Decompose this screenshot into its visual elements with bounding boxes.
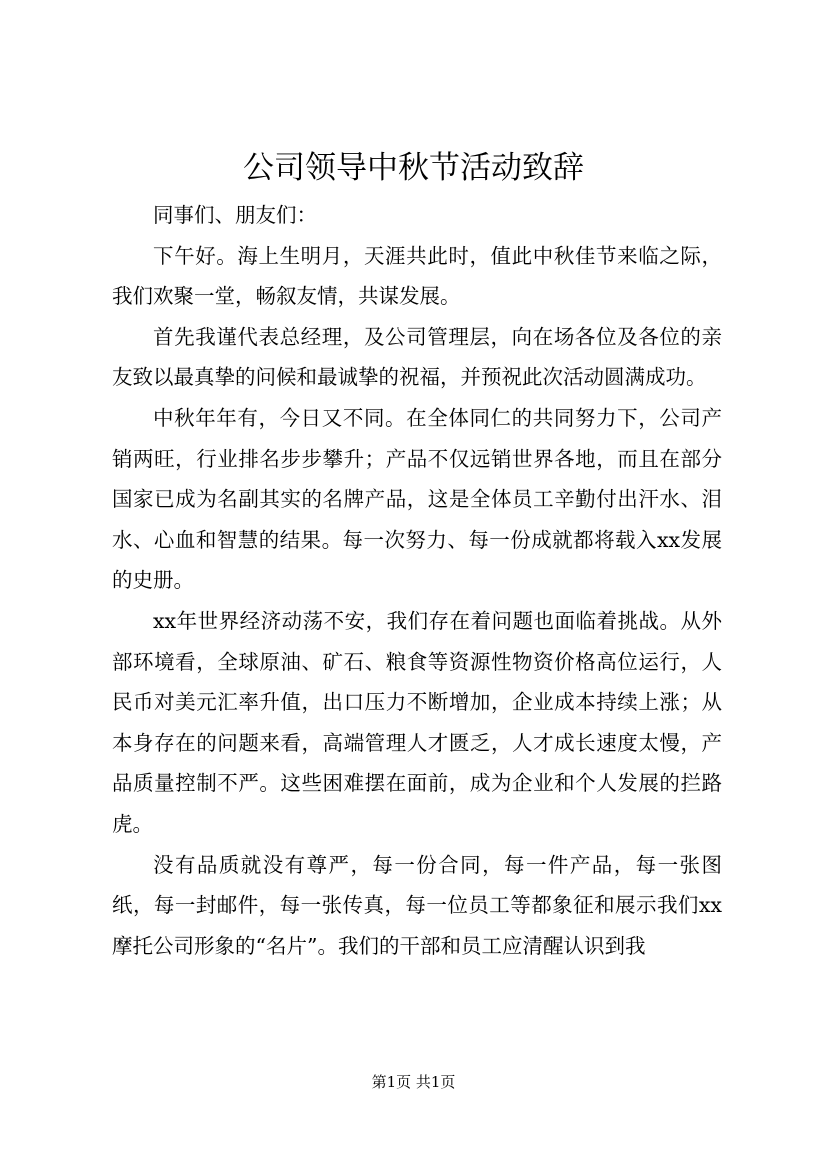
challenges-paragraph: xx年世界经济动荡不安，我们存在着问题也面临着挑战。从外部环境看，全球原油、矿石、粮食等资源性物资价格高位运行，人民币对美元汇率升值，出口压力不断增加，企业成本持续上涨；从本身存在的问题来看，高端管理人才匮乏，人才成长速度太慢，产品质量控制不严。这些困难摆在面前，成为企业和个人发展的拦路虎。 — [112, 608, 722, 836]
page-footer: 第1页 共1页 — [371, 1073, 456, 1091]
document-title: 公司领导中秋节活动致辞 — [243, 150, 584, 186]
regards-paragraph: 首先我谨代表总经理，及公司管理层，向在场各位及各位的亲友致以最真挚的问候和最诚挚的祝福，并预祝此次活动圆满成功。 — [112, 324, 722, 390]
greeting-paragraph: 下午好。海上生明月，天涯共此时，值此中秋佳节来临之际，我们欢聚一堂，畅叙友情，共谋发展。 — [112, 243, 722, 309]
document-body — [112, 195, 722, 966]
quality-paragraph: 没有品质就没有尊严，每一份合同，每一件产品，每一张图纸，每一封邮件，每一张传真，每一位员工等都象征和展示我们xx摩托公司形象的“名片”。我们的干部和员工应清醒认识到我 — [112, 852, 722, 958]
salutation-paragraph: 同事们、朋友们： — [153, 203, 317, 227]
achievements-paragraph: 中秋年年有，今日又不同。在全体同仁的共同努力下，公司产销两旺，行业排名步步攀升；产品不仅远销世界各地，而且在部分国家已成为名副其实的名牌产品，这是全体员工辛勤付出汗水、泪水、心血和智慧的结果。每一次努力、每一份成就都将载入xx发展的史册。 — [112, 405, 722, 593]
